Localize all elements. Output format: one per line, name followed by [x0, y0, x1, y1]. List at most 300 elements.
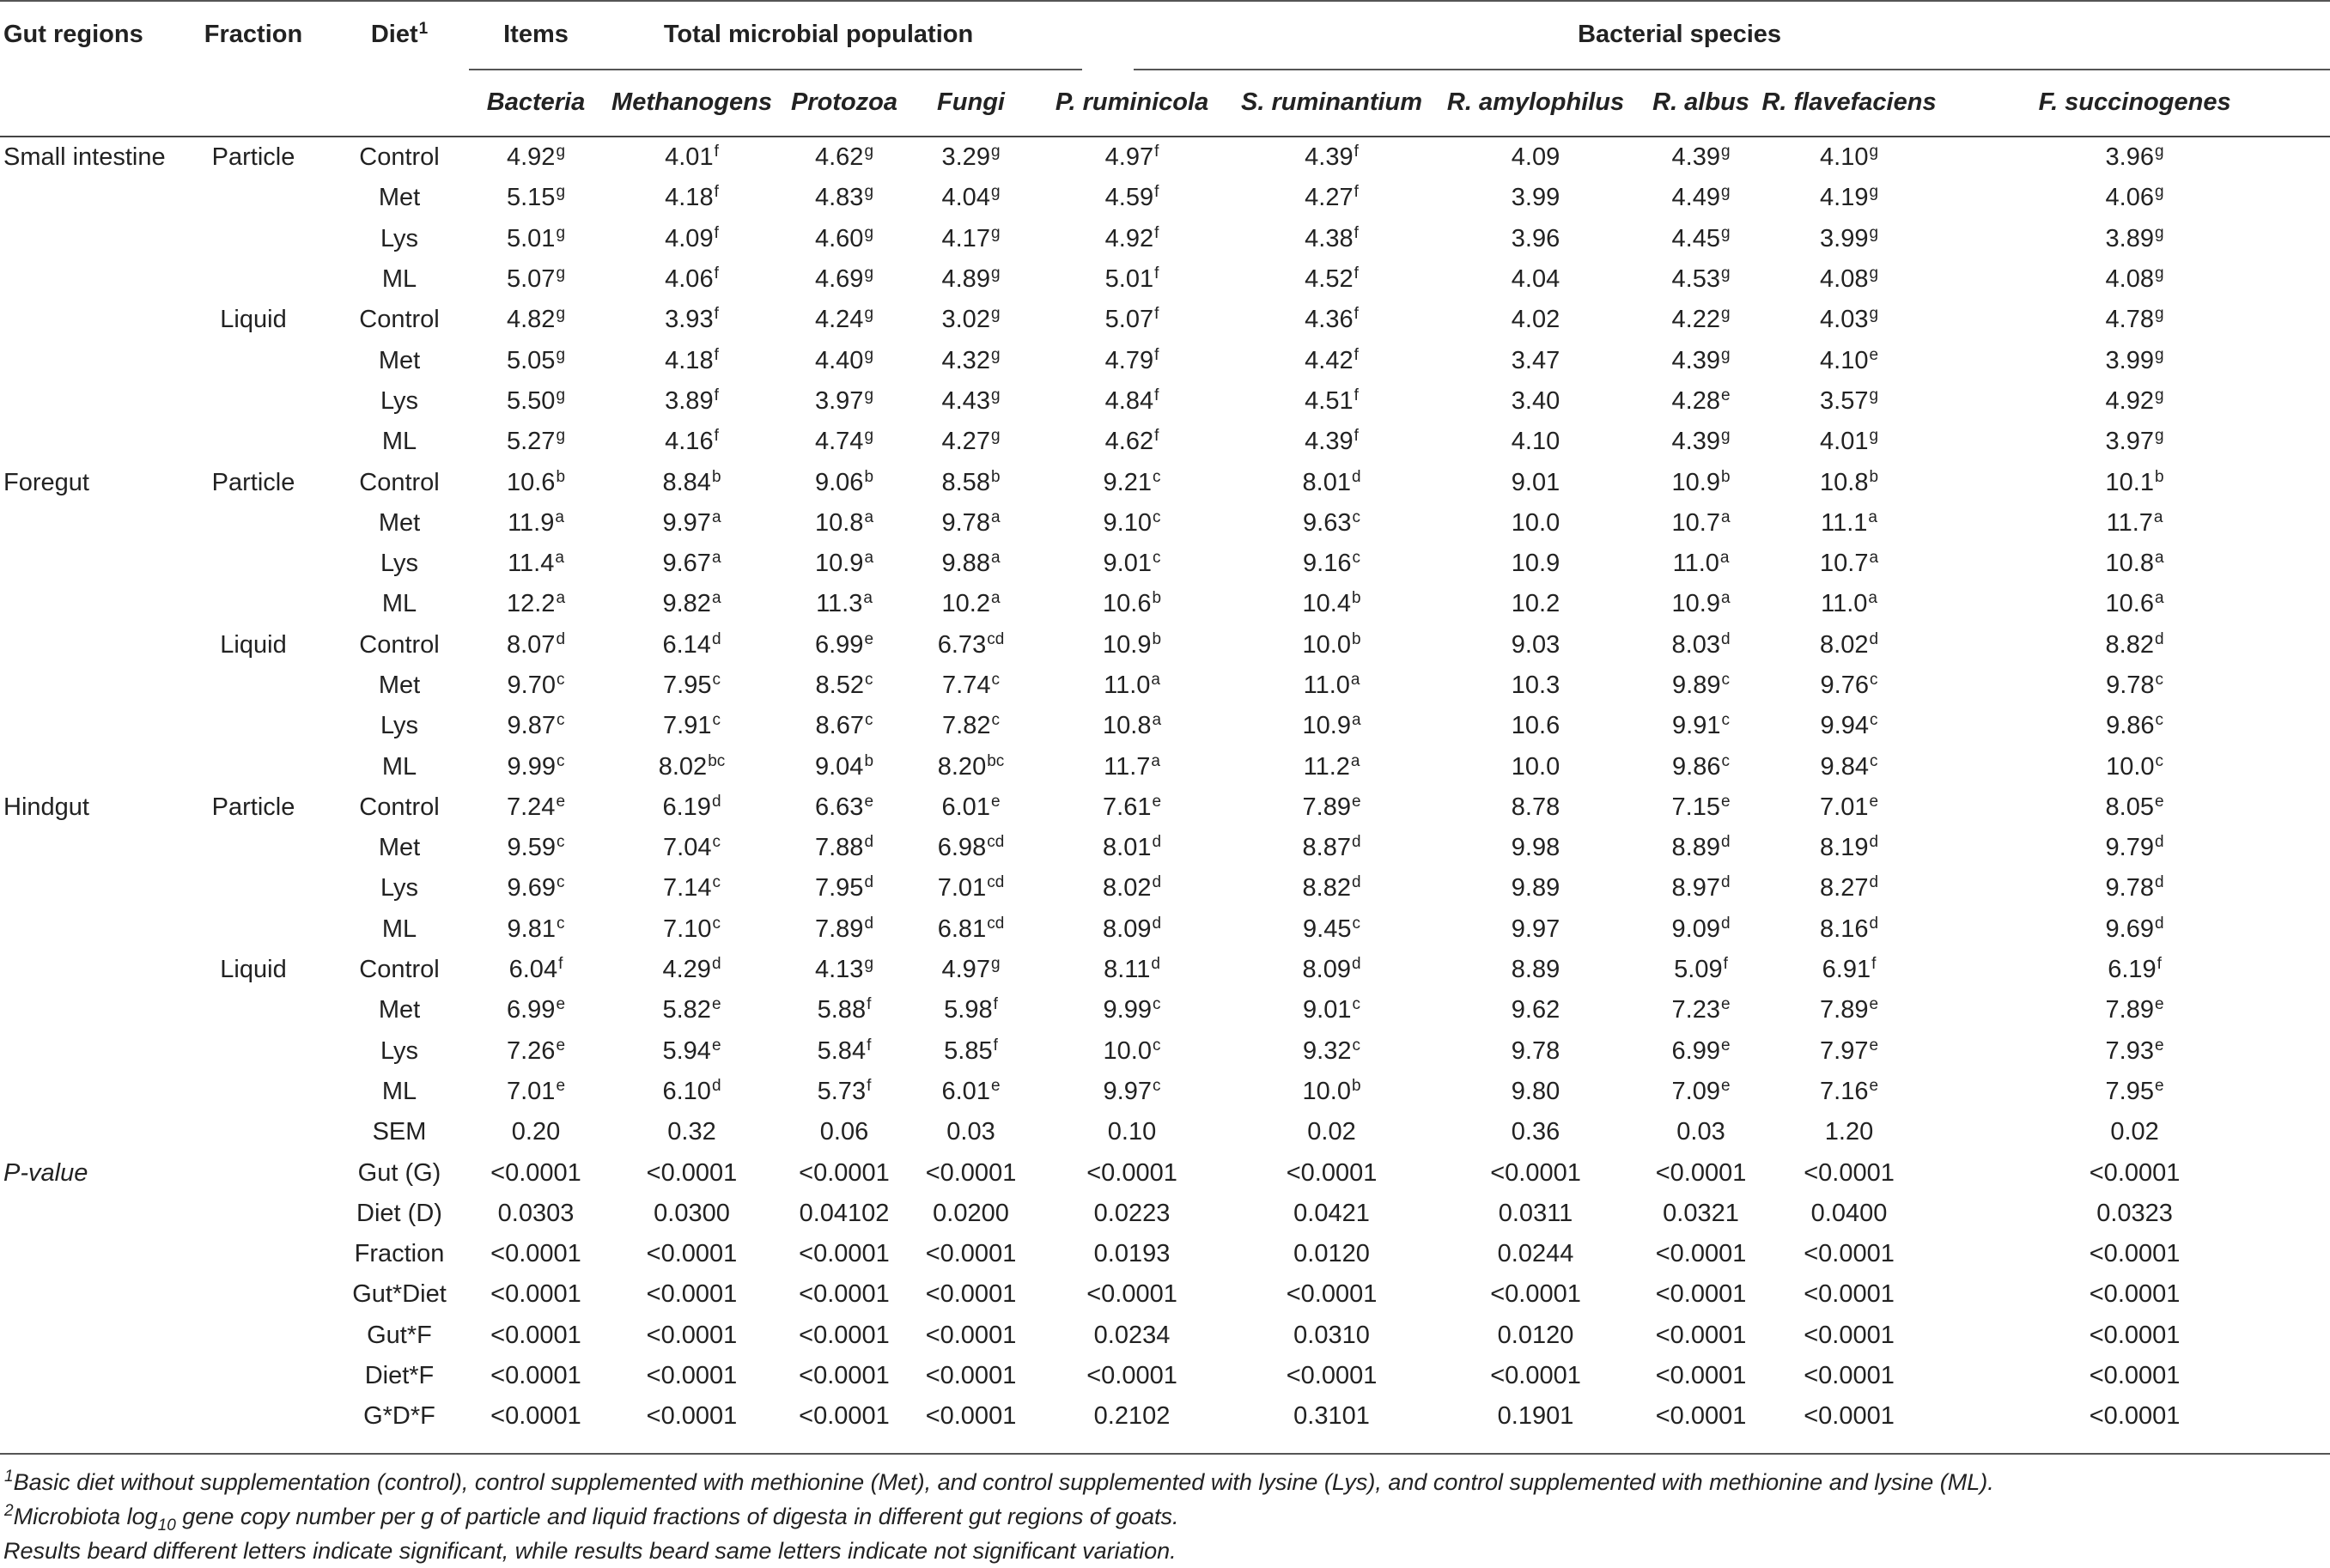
value-cell: <0.0001	[2089, 1280, 2181, 1309]
value-cell: 9.91$^c$	[1672, 711, 1730, 740]
value-cell: 7.89$^d$	[814, 914, 874, 943]
table-row	[0, 909, 2330, 950]
value-cell: 10.9$^a$	[814, 549, 874, 578]
table-row	[0, 706, 2330, 746]
gut-region-cell	[0, 746, 172, 787]
value-cell: <0.0001	[1490, 1362, 1581, 1390]
value-cell: 3.40	[1511, 386, 1560, 415]
value-cell: 10.8$^a$	[1103, 711, 1162, 740]
diet-cell: Met	[378, 834, 421, 862]
value-cell: 8.09$^d$	[1302, 955, 1361, 984]
table-row	[0, 1316, 2330, 1356]
gut-region-cell	[0, 1234, 172, 1274]
fraction-cell	[172, 1152, 335, 1193]
column-header: Methanogens	[608, 69, 776, 137]
value-cell: 9.86$^c$	[2106, 711, 2164, 740]
rule-under-bacterial-group	[1134, 69, 2330, 70]
fraction-cell: Particle	[211, 143, 295, 172]
value-cell: 4.27$^g$	[941, 427, 1001, 456]
value-cell: 8.58$^b$	[941, 467, 1001, 496]
value-cell: 3.97$^g$	[814, 386, 874, 415]
fraction-cell: Liquid	[220, 630, 287, 659]
diet-cell: Met	[378, 672, 421, 699]
value-cell: 0.0120	[1293, 1240, 1370, 1268]
value-cell: <0.0001	[646, 1280, 738, 1309]
value-cell: 7.24e	[506, 792, 566, 821]
diet-cell: Lys	[380, 874, 419, 903]
value-cell: 10.2	[1511, 590, 1560, 618]
fraction-cell: Liquid	[220, 956, 287, 984]
value-cell: 10.0	[1511, 752, 1560, 781]
value-cell: 0.03	[1676, 1118, 1725, 1146]
fraction-cell	[172, 1072, 335, 1112]
value-cell: 11.0$^a$	[1104, 671, 1160, 699]
table-row	[0, 868, 2330, 909]
value-cell: 6.63e	[814, 792, 874, 821]
table-row	[0, 1031, 2330, 1072]
value-cell: 4.92$^f$	[1104, 223, 1159, 252]
value-cell: <0.0001	[925, 1240, 1017, 1268]
header-total-microbial: Total microbial population	[663, 20, 974, 48]
value-cell: 9.80	[1511, 1077, 1560, 1105]
value-cell: 4.39$^g$	[1671, 345, 1731, 374]
value-cell: 5.50$^g$	[506, 386, 566, 415]
value-cell: <0.0001	[799, 1362, 890, 1390]
value-cell: 8.67$^c$	[815, 711, 873, 740]
value-cell: 4.06$^g$	[2105, 183, 2164, 212]
table-row	[0, 544, 2330, 584]
value-cell: 9.01$^c$	[1103, 549, 1161, 578]
value-cell: 9.84$^c$	[1820, 751, 1878, 781]
fraction-cell	[172, 1274, 335, 1315]
value-cell: 8.02$^{bc}$	[658, 751, 726, 781]
value-cell: 8.89	[1511, 956, 1560, 984]
value-cell: <0.0001	[799, 1321, 890, 1349]
value-cell: 10.3	[1511, 672, 1560, 699]
value-cell: 7.89e	[1820, 995, 1879, 1024]
value-cell: 0.0223	[1093, 1199, 1171, 1227]
header-items: Items	[503, 20, 569, 48]
value-cell: <0.0001	[925, 1280, 1017, 1309]
value-cell: 5.85$^f$	[944, 1036, 998, 1065]
table-row	[0, 259, 2330, 300]
value-cell: 9.79$^d$	[2105, 833, 2164, 862]
value-cell: 9.16$^c$	[1303, 549, 1360, 578]
value-cell: 0.0310	[1293, 1321, 1370, 1349]
value-cell: 9.01$^c$	[1303, 995, 1360, 1024]
value-cell: 6.19$^f$	[2108, 955, 2162, 984]
value-cell: 4.24$^g$	[814, 305, 874, 334]
value-cell: 5.15$^g$	[506, 183, 566, 212]
value-cell: 4.89$^g$	[941, 264, 1001, 294]
value-cell: 9.03	[1511, 630, 1560, 659]
table-row	[0, 1072, 2330, 1112]
value-cell: 0.0311	[1498, 1199, 1573, 1227]
value-cell: <0.0001	[1086, 1280, 1177, 1309]
value-cell: 8.02$^d$	[1820, 629, 1879, 659]
value-cell: 4.39$^f$	[1305, 427, 1359, 456]
value-cell: 4.08$^g$	[1820, 264, 1879, 294]
value-cell: 8.05e	[2105, 792, 2164, 821]
value-cell: 11.2$^a$	[1303, 751, 1360, 781]
value-cell: 6.14$^d$	[662, 629, 721, 659]
column-header: R. flavefaciens	[1759, 69, 1939, 137]
value-cell: 6.98$^{cd}$	[937, 833, 1005, 862]
fraction-cell	[172, 1112, 335, 1152]
value-cell: <0.0001	[1655, 1321, 1747, 1349]
value-cell: 9.89$^c$	[1672, 671, 1730, 699]
value-cell: 3.96	[1511, 224, 1560, 252]
fraction-cell	[172, 828, 335, 868]
value-cell: 8.19$^d$	[1820, 833, 1879, 862]
value-cell: 7.93e	[2105, 1036, 2164, 1065]
value-cell: <0.0001	[490, 1402, 581, 1431]
value-cell: <0.0001	[646, 1402, 738, 1431]
table-row	[0, 340, 2330, 380]
value-cell: 4.62$^f$	[1104, 427, 1159, 456]
gut-region-cell	[0, 1274, 172, 1315]
value-cell: 9.70$^c$	[507, 671, 565, 699]
gut-region-cell	[0, 219, 172, 259]
table-row	[0, 950, 2330, 990]
value-cell: <0.0001	[1086, 1158, 1177, 1187]
diet-cell: ML	[381, 915, 417, 943]
value-cell: 10.6$^a$	[2105, 589, 2164, 618]
fraction-cell	[172, 1316, 335, 1356]
value-cell: <0.0001	[1655, 1362, 1747, 1390]
value-cell: 11.7$^a$	[1104, 751, 1160, 781]
diet-cell: Lys	[380, 386, 419, 415]
value-cell: 7.14$^c$	[663, 873, 721, 903]
diet-cell: ML	[381, 752, 417, 781]
table-row	[0, 1356, 2330, 1396]
table-row	[0, 990, 2330, 1030]
footnotes	[3, 1467, 1994, 1567]
fraction-cell	[172, 584, 335, 624]
fraction-cell	[172, 219, 335, 259]
diet-cell: Gut (G)	[357, 1158, 441, 1187]
diet-cell: ML	[381, 1077, 417, 1105]
value-cell: 0.32	[667, 1118, 716, 1146]
fraction-cell	[172, 381, 335, 422]
diet-cell: ML	[381, 590, 417, 618]
value-cell: 11.3$^a$	[816, 589, 873, 618]
diet-cell: Lys	[380, 712, 419, 740]
diet-cell: Lys	[380, 550, 419, 578]
value-cell: 3.93$^f$	[665, 305, 719, 334]
gut-region-cell	[0, 868, 172, 909]
gut-region-cell	[0, 381, 172, 422]
value-cell: 10.6$^b$	[1103, 589, 1162, 618]
value-cell: 0.0323	[2096, 1199, 2173, 1227]
diet-cell: Gut*F	[367, 1321, 432, 1349]
value-cell: 4.08$^g$	[2105, 264, 2164, 294]
value-cell: 4.03$^g$	[1820, 305, 1879, 334]
value-cell: 10.6$^b$	[506, 467, 566, 496]
value-cell: 4.06$^f$	[665, 264, 719, 294]
value-cell: 9.81$^c$	[507, 914, 565, 943]
value-cell: <0.0001	[646, 1158, 738, 1187]
value-cell: 3.02$^g$	[941, 305, 1001, 334]
value-cell: 8.84$^b$	[662, 467, 721, 496]
value-cell: <0.0001	[490, 1362, 581, 1390]
value-cell: 7.01$^{cd}$	[937, 873, 1005, 903]
value-cell: 4.16$^f$	[665, 427, 719, 456]
value-cell: 8.82$^d$	[1302, 873, 1361, 903]
fraction-cell	[172, 1234, 335, 1274]
value-cell: 7.16e	[1820, 1076, 1879, 1105]
value-cell: 4.84$^f$	[1104, 386, 1159, 415]
gut-region-cell	[0, 584, 172, 624]
value-cell: 3.99	[1511, 184, 1560, 212]
diet-cell: G*D*F	[363, 1402, 435, 1431]
value-cell: 8.07$^d$	[506, 629, 566, 659]
table-row	[0, 178, 2330, 218]
value-cell: 5.98$^f$	[944, 995, 998, 1024]
fraction-cell: Particle	[211, 793, 295, 821]
value-cell: 5.07$^g$	[506, 264, 566, 294]
value-cell: 10.1$^b$	[2105, 467, 2164, 496]
table-row	[0, 584, 2330, 624]
value-cell: <0.0001	[1655, 1158, 1747, 1187]
column-header: P. ruminicola	[1029, 69, 1235, 137]
value-cell: 4.78$^g$	[2105, 305, 2164, 334]
value-cell: 10.8$^b$	[1820, 467, 1879, 496]
value-cell: 4.29$^d$	[662, 955, 721, 984]
gut-region-cell	[0, 503, 172, 544]
value-cell: 5.94e	[662, 1036, 721, 1065]
fraction-cell	[172, 746, 335, 787]
value-cell: 7.82$^c$	[942, 711, 1000, 740]
value-cell: 4.92$^g$	[2105, 386, 2164, 415]
value-cell: 10.4$^b$	[1302, 589, 1361, 618]
value-cell: 4.53$^g$	[1671, 264, 1731, 294]
value-cell: 0.1901	[1497, 1402, 1574, 1431]
value-cell: 10.9$^a$	[1671, 589, 1731, 618]
gut-region-cell	[0, 665, 172, 706]
value-cell: 0.04102	[799, 1199, 890, 1227]
value-cell: 9.78	[1511, 1036, 1560, 1065]
value-cell: <0.0001	[1286, 1158, 1378, 1187]
diet-cell: Lys	[380, 224, 419, 252]
value-cell: 9.63$^c$	[1303, 507, 1360, 537]
value-cell: <0.0001	[646, 1321, 738, 1349]
column-header: Fungi	[913, 69, 1029, 137]
column-header: R. albus	[1643, 69, 1759, 137]
value-cell: 7.89e	[2105, 995, 2164, 1024]
table-row	[0, 137, 2330, 178]
fraction-cell	[172, 259, 335, 300]
value-cell: 5.01$^g$	[506, 223, 566, 252]
value-cell: 4.10$^g$	[1820, 143, 1879, 172]
value-cell: 4.49$^g$	[1671, 183, 1731, 212]
value-cell: 4.01$^g$	[1820, 427, 1879, 456]
value-cell: 7.26e	[506, 1036, 566, 1065]
value-cell: 7.97e	[1820, 1036, 1879, 1065]
value-cell: 4.51$^f$	[1305, 386, 1359, 415]
gut-region-cell	[0, 1194, 172, 1234]
value-cell: <0.0001	[1655, 1240, 1747, 1268]
value-cell: 10.9	[1511, 550, 1560, 578]
value-cell: 9.82$^a$	[662, 589, 721, 618]
value-cell: 4.18$^f$	[665, 345, 719, 374]
column-header: Bacteria	[464, 69, 608, 137]
value-cell: 4.32$^g$	[941, 345, 1001, 374]
table-row	[0, 422, 2330, 462]
value-cell: 4.42$^f$	[1305, 345, 1359, 374]
fraction-cell	[172, 706, 335, 746]
value-cell: <0.0001	[1086, 1362, 1177, 1390]
fraction-cell	[172, 503, 335, 544]
table-row	[0, 462, 2330, 502]
fraction-cell	[172, 178, 335, 218]
fraction-cell	[172, 1031, 335, 1072]
diet-cell: Control	[359, 468, 440, 496]
value-cell: 0.0303	[497, 1199, 575, 1227]
value-cell: 4.36$^f$	[1305, 305, 1359, 334]
value-cell: 4.04$^g$	[941, 183, 1001, 212]
value-cell: 9.76$^c$	[1820, 671, 1878, 699]
column-header: S. ruminantium	[1235, 69, 1428, 137]
value-cell: 8.82$^d$	[2105, 629, 2164, 659]
value-cell: 4.01$^f$	[665, 143, 719, 172]
value-cell: 4.19$^g$	[1820, 183, 1879, 212]
gut-region-cell	[0, 706, 172, 746]
value-cell: 3.96$^g$	[2105, 143, 2164, 172]
value-cell: 8.97$^d$	[1671, 873, 1731, 903]
value-cell: 5.88$^f$	[817, 995, 872, 1024]
fraction-cell	[172, 665, 335, 706]
fraction-cell	[172, 544, 335, 584]
value-cell: 0.03	[946, 1118, 995, 1146]
value-cell: 4.45$^g$	[1671, 223, 1731, 252]
value-cell: 5.01$^f$	[1104, 264, 1159, 294]
diet-cell: Met	[378, 184, 421, 212]
table-row	[0, 381, 2330, 422]
value-cell: 7.88$^d$	[814, 833, 874, 862]
table-body	[0, 137, 2330, 1437]
value-cell: 10.9$^a$	[1302, 711, 1361, 740]
gut-region-cell	[0, 828, 172, 868]
gut-region-cell	[0, 909, 172, 950]
table-row	[0, 1396, 2330, 1437]
footnote-3: Results beard different letters indicate significant, while results beard same letters indicate not significant variation.	[3, 1538, 1177, 1564]
value-cell: 7.89e	[1302, 792, 1361, 821]
value-cell: 9.78$^d$	[2105, 873, 2164, 903]
diet-cell: Fraction	[354, 1240, 445, 1268]
value-cell: 9.06$^b$	[814, 467, 874, 496]
value-cell: 11.0$^a$	[1303, 671, 1360, 699]
value-cell: <0.0001	[1655, 1280, 1747, 1309]
value-cell: 0.20	[511, 1118, 561, 1146]
header-gut-regions: Gut regions	[3, 20, 143, 48]
value-cell: 7.23e	[1671, 995, 1731, 1024]
value-cell: 8.52$^c$	[815, 671, 873, 699]
value-cell: 6.99e	[1671, 1036, 1731, 1065]
value-cell: <0.0001	[1804, 1280, 1895, 1309]
value-cell: 0.02	[1307, 1118, 1356, 1146]
fraction-cell: Liquid	[220, 306, 287, 334]
table-row	[0, 625, 2330, 665]
value-cell: 9.99$^c$	[507, 751, 565, 781]
gut-region-cell	[0, 1112, 172, 1152]
value-cell: 4.18$^f$	[665, 183, 719, 212]
value-cell: 4.97$^f$	[1104, 143, 1159, 172]
value-cell: <0.0001	[2089, 1240, 2181, 1268]
gut-region-cell	[0, 300, 172, 340]
value-cell: <0.0001	[1804, 1321, 1895, 1349]
gut-region-cell	[0, 544, 172, 584]
value-cell: 8.87$^d$	[1302, 833, 1361, 862]
value-cell: 0.06	[819, 1118, 869, 1146]
value-cell: 6.01e	[941, 792, 1001, 821]
header-fraction: Fraction	[204, 20, 303, 48]
header-diet: Diet$^1$	[370, 19, 429, 48]
value-cell: 7.95$^c$	[663, 671, 721, 699]
value-cell: 4.39$^g$	[1671, 143, 1731, 172]
gut-region-cell	[0, 1316, 172, 1356]
value-cell: 4.97$^g$	[941, 955, 1001, 984]
value-cell: 4.38$^f$	[1305, 223, 1359, 252]
value-cell: 4.28e	[1671, 386, 1731, 415]
gut-region-cell	[0, 990, 172, 1030]
table-row	[0, 300, 2330, 340]
value-cell: 9.99$^c$	[1103, 995, 1161, 1024]
value-cell: <0.0001	[490, 1158, 581, 1187]
rule-bottom	[0, 1453, 2330, 1455]
value-cell: 9.69$^d$	[2105, 914, 2164, 943]
value-cell: <0.0001	[490, 1321, 581, 1349]
diet-cell: ML	[381, 428, 417, 456]
value-cell: <0.0001	[646, 1240, 738, 1268]
value-cell: 5.05$^g$	[506, 345, 566, 374]
value-cell: 10.7$^a$	[1671, 507, 1731, 537]
value-cell: 10.0$^c$	[2106, 751, 2164, 781]
value-cell: 9.97$^c$	[1103, 1076, 1161, 1105]
value-cell: 10.0	[1511, 508, 1560, 537]
value-cell: 8.16$^d$	[1820, 914, 1879, 943]
value-cell: 3.97$^g$	[2105, 427, 2164, 456]
value-cell: 9.87$^c$	[507, 711, 565, 740]
value-cell: 10.8$^a$	[2105, 549, 2164, 578]
value-cell: 10.0$^c$	[1103, 1036, 1161, 1065]
gut-region-cell	[0, 340, 172, 380]
gut-region-cell	[0, 950, 172, 990]
value-cell: 7.15e	[1671, 792, 1731, 821]
table-row	[0, 1234, 2330, 1274]
diet-cell: Control	[359, 793, 440, 821]
value-cell: 4.62$^g$	[814, 143, 874, 172]
value-cell: <0.0001	[925, 1321, 1017, 1349]
column-header: F. succinogenes	[1939, 69, 2330, 137]
value-cell: 0.0193	[1093, 1240, 1171, 1268]
fraction-cell	[172, 909, 335, 950]
diet-cell: ML	[381, 265, 417, 294]
value-cell: 9.78$^a$	[941, 507, 1001, 537]
value-cell: <0.0001	[1804, 1362, 1895, 1390]
value-cell: 3.29$^g$	[941, 143, 1001, 172]
value-cell: 4.10	[1511, 428, 1560, 456]
value-cell: 9.88$^a$	[941, 549, 1001, 578]
diet-cell: SEM	[372, 1118, 427, 1146]
diet-cell: Gut*Diet	[352, 1280, 447, 1309]
value-cell: 6.99e	[814, 629, 874, 659]
gut-region-cell	[0, 625, 172, 665]
value-cell: 5.27$^g$	[506, 427, 566, 456]
value-cell: 10.8$^a$	[814, 507, 874, 537]
value-cell: <0.0001	[646, 1362, 738, 1390]
gut-region-cell	[0, 1072, 172, 1112]
